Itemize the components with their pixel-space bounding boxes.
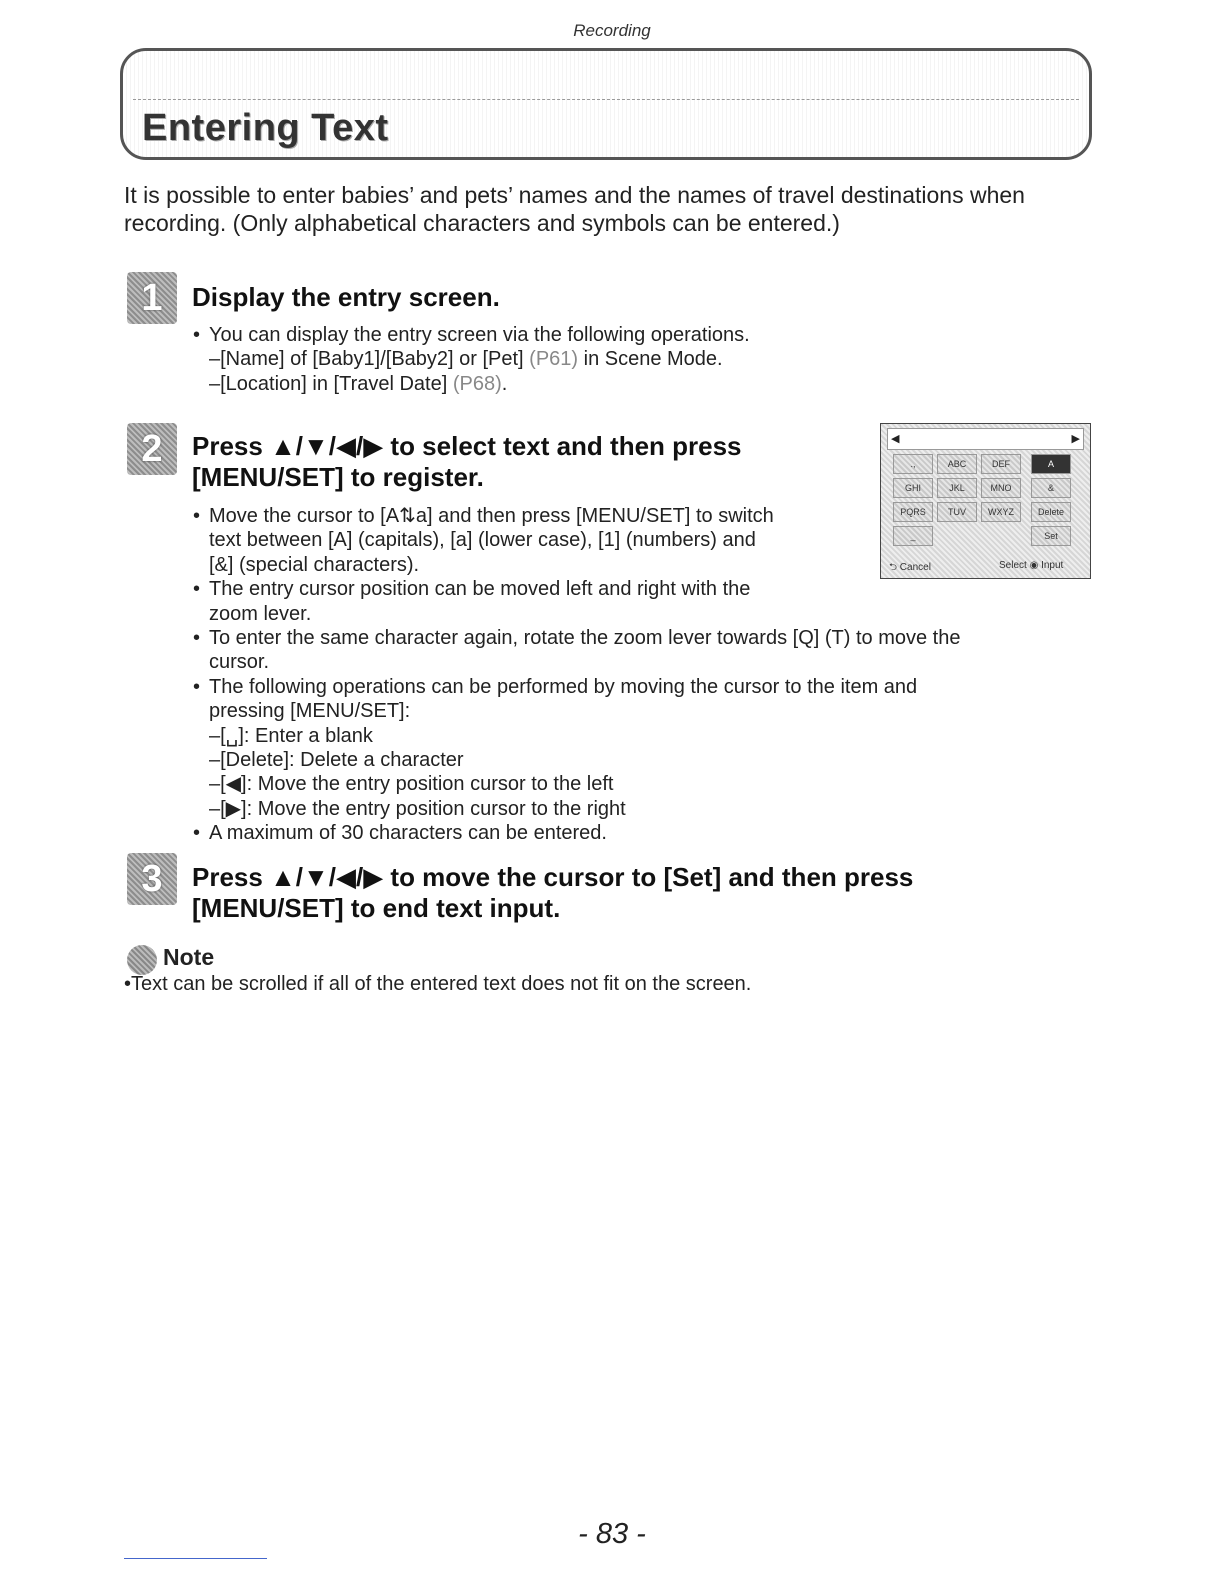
list-item [193,675,1093,724]
list-item [193,372,1073,396]
select-text: Select [999,560,1027,571]
cancel-label: ⮌ Cancel [889,562,931,573]
right-arrow-icon: ▶ [1071,433,1080,445]
page-title: Entering Text [142,107,389,149]
list-item: • You can display the entry screen via the following operations. [193,323,1073,347]
left-arrow-icon: ◀ [891,433,900,445]
list-item: –[▶]: Move the entry position cursor to the right [209,797,626,820]
list-item-line: • To enter the same character again, rotate the zoom lever towards [Q] (T) to move the [209,627,961,650]
key: PQRS [893,502,933,522]
step-3-title [192,862,1092,924]
key: ., [893,454,933,474]
delete-key: Delete [1031,502,1071,522]
page-reference: (P68) [452,372,502,395]
list-item-line: • Move the cursor to [A⇅a] and then press [MENU/SET] to switch [209,505,774,527]
select-input-label: Select ◉ Input [999,560,1064,571]
list-item-line: pressing [MENU/SET]: [209,700,411,723]
page-number: - 83 - [578,1518,646,1550]
step-1-title: Display the entry screen. [192,282,500,312]
intro-line: recording. (Only alphabetical characters and symbols can be entered.) [124,210,840,236]
page-reference: (P61) [529,348,579,371]
list-item [193,577,1093,626]
cancel-text: Cancel [899,562,931,573]
step-1-badge: 1 [127,272,177,324]
input-text: Input [1041,560,1064,571]
key: JKL [937,478,977,498]
list-item-line: text between [A] (capitals), [a] (lower case), [1] (numbers) and [209,529,756,552]
text-entry-field [887,428,1084,450]
step-3-title-line: [MENU/SET] to end text input. [192,893,561,923]
key: MNO [981,478,1021,498]
key: WXYZ [981,502,1021,522]
list-item-line: • A maximum of 30 characters can be entered. [209,822,607,845]
case-switch-key: A [1031,454,1071,474]
step-2-title [192,431,852,493]
intro-line: It is possible to enter babies’ and pets’ names and the names of travel destinations when [124,182,1025,208]
list-item-text: –[Name] of [Baby1]/[Baby2] or [Pet] [209,348,530,371]
step-2-list [193,504,1093,846]
step-3-badge: 3 [127,853,177,905]
list-item [193,626,1093,675]
list-item-suffix: in Scene Mode. [578,348,723,371]
intro-paragraph [124,181,1104,237]
note-text: •Text can be scrolled if all of the entered text does not fit on the screen. [124,973,752,995]
section-header: Recording [573,21,651,40]
step-3-title-line: Press ▲/▼/◀/▶ to move the cursor to [Set] and then press [192,862,914,892]
list-item [193,347,1073,371]
step-2-badge: 2 [127,423,177,475]
key: TUV [937,502,977,522]
list-item-text: –[Location] in [Travel Date] [209,372,453,395]
list-item-line: zoom lever. [209,602,312,625]
list-item [193,504,1093,577]
key: GHI [893,478,933,498]
set-key: Set [1031,526,1071,546]
key: & [1031,478,1071,498]
space-key: _ [893,526,933,546]
note-icon [127,945,157,975]
footer-divider [124,1558,267,1559]
list-item-line: • The entry cursor position can be moved left and right with the [209,578,751,601]
step-1-list [193,323,1073,396]
note-label: Note [163,944,215,970]
step-2-title-line: Press ▲/▼/◀/▶ to select text and then press [192,431,742,461]
key: DEF [981,454,1021,474]
step-2-title-line: [MENU/SET] to register. [192,462,484,492]
list-item: –[◀]: Move the entry position cursor to the left [209,773,614,796]
list-item [193,821,1093,845]
list-item: –[Delete]: Delete a character [209,749,464,772]
list-item-suffix: . [501,372,508,395]
list-item-line: [&] (special characters). [209,553,420,576]
key: ABC [937,454,977,474]
list-item-line: cursor. [209,651,270,674]
list-item: –[␣]: Enter a blank [209,724,373,747]
list-item-line: • The following operations can be performed by moving the cursor to the item and [209,675,918,698]
